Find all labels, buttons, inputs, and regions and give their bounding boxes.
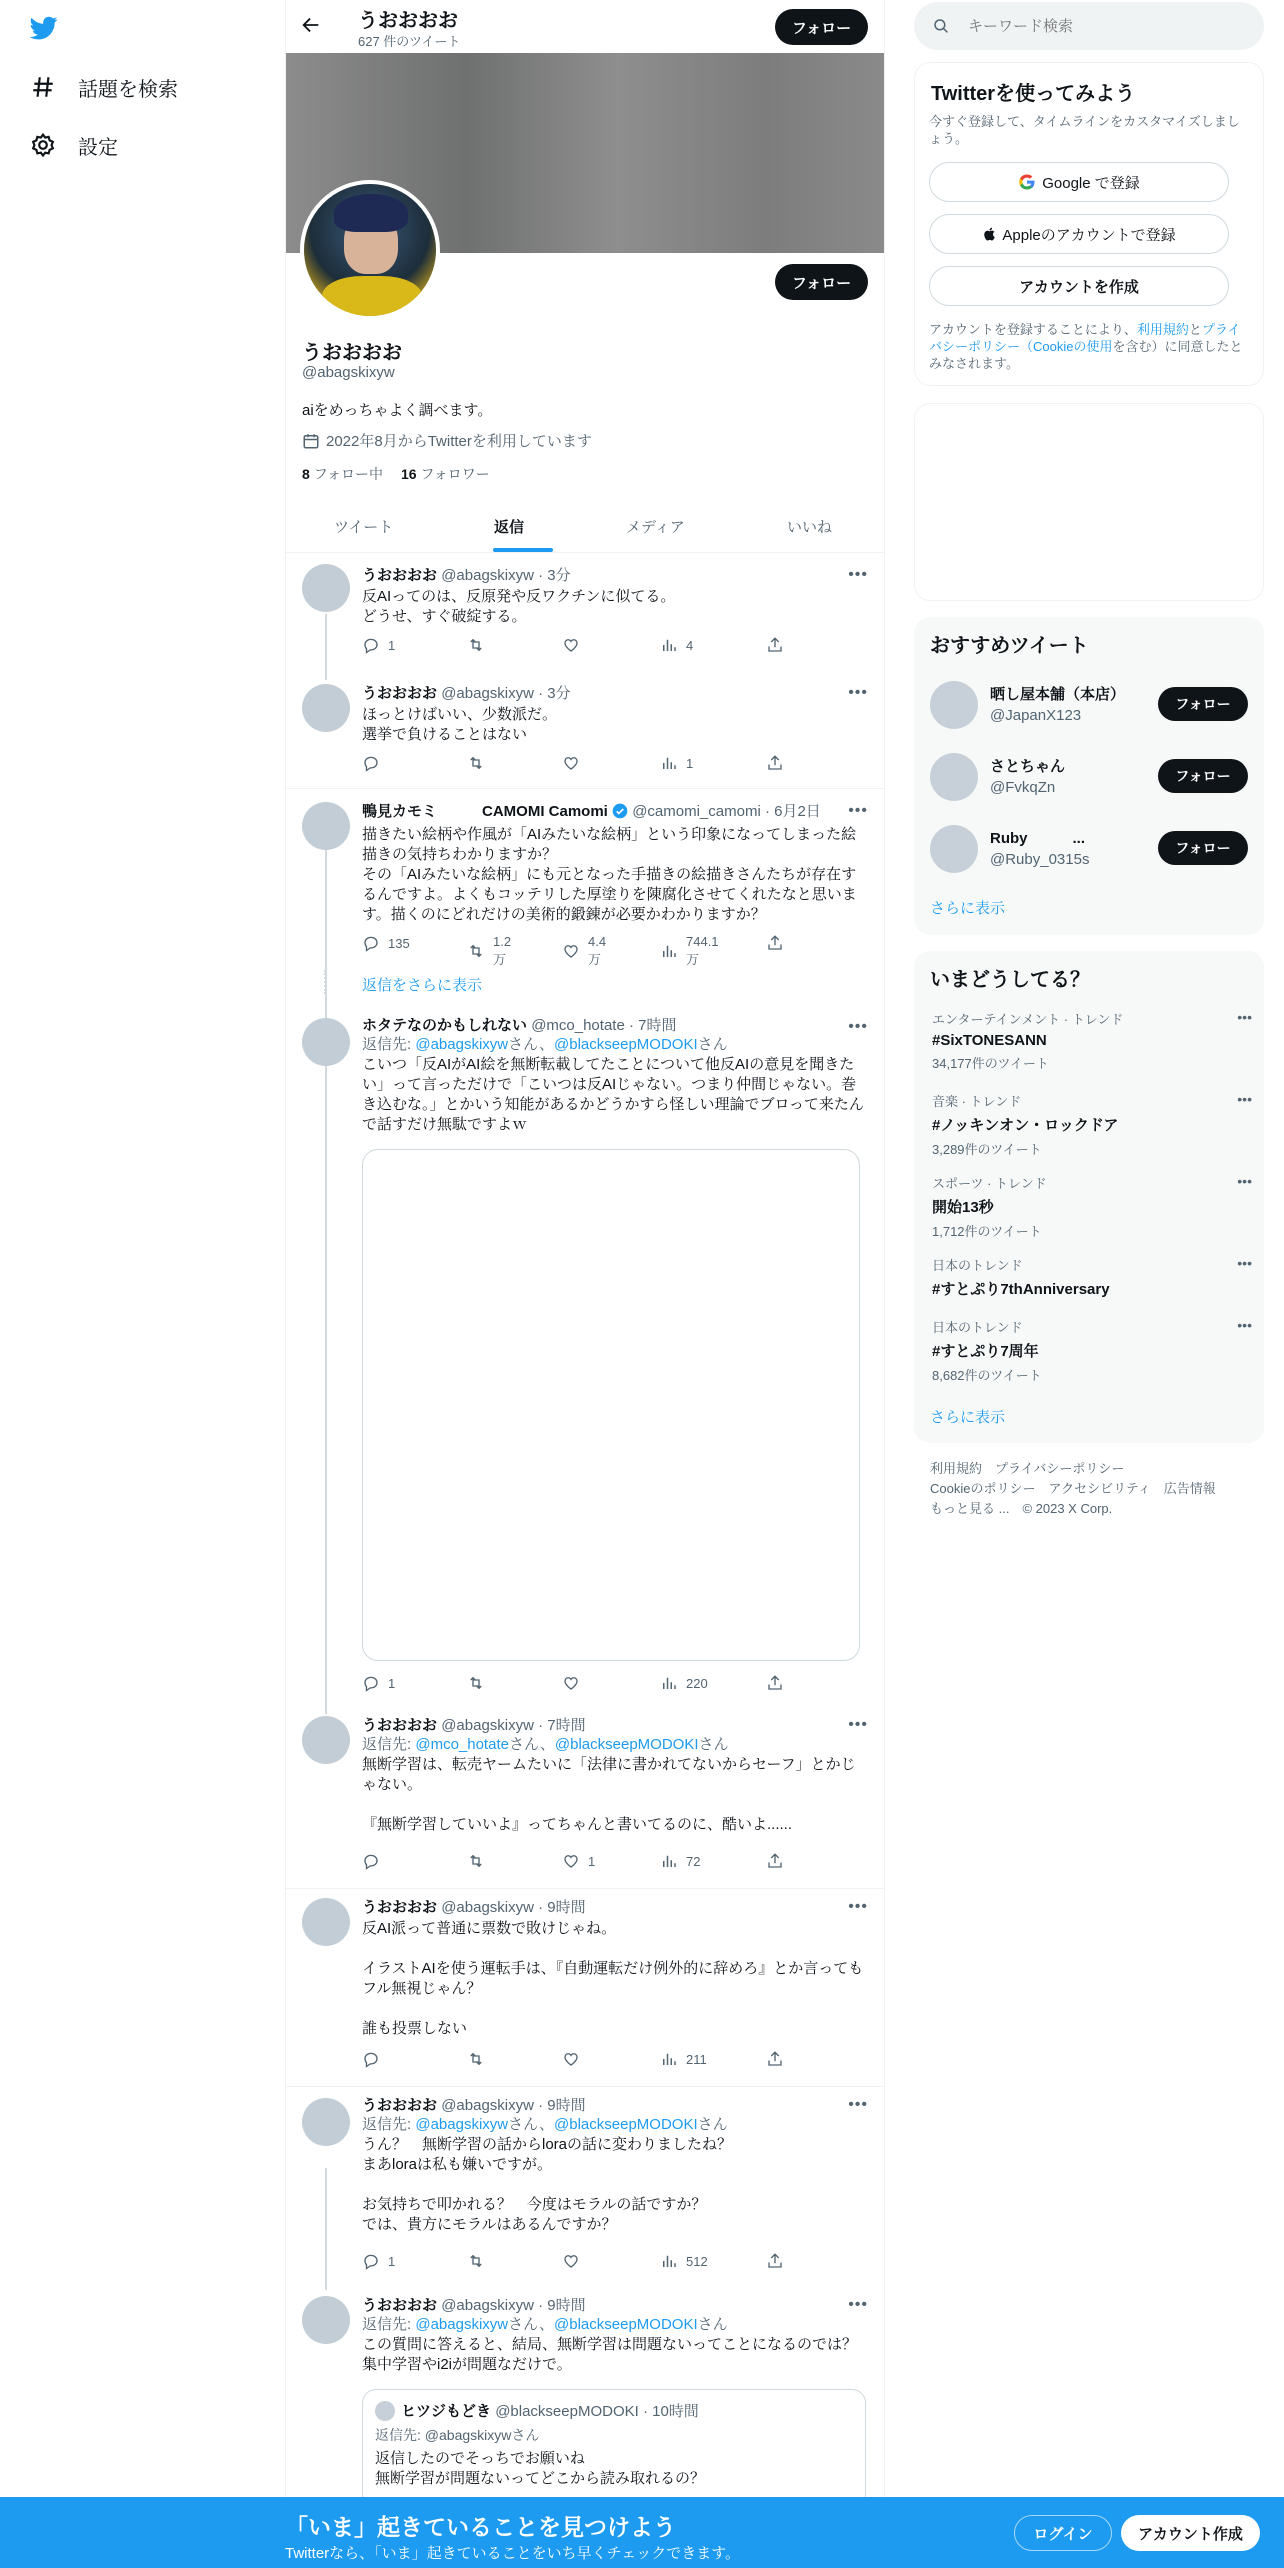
reply-count: 1 xyxy=(388,637,396,653)
views-button[interactable] xyxy=(660,2050,707,2068)
tweet-text: こいつ「反AIがAI絵を無断転載してたことについて他反AIの意見を聞きたい」って言っただけで「こいつは反AIじゃない。つまり仲間じゃない。巻き込むな。」とかいう知能があるかどうかすら怪しい理論でブロって来たんで話すだけ無駄ですよｗ xyxy=(362,1056,864,1133)
tab-likes[interactable]: いいね xyxy=(787,519,833,536)
share-icon xyxy=(766,2050,792,2068)
recommended-name[interactable]: さとちゃん xyxy=(990,758,1066,775)
search-box[interactable] xyxy=(914,2,1264,50)
retweet-button[interactable] xyxy=(467,754,493,772)
recommended-show-more[interactable]: さらに表示 xyxy=(930,900,1006,917)
views-count: 512 xyxy=(686,2253,708,2269)
mention-link[interactable]: @blackseepMODOKI xyxy=(554,2316,698,2333)
trend-count: 3,289件のツイート xyxy=(932,1142,1042,1157)
trend-category: スポーツ · トレンド xyxy=(932,1176,1047,1191)
nav-explore-label: 話題を検索 xyxy=(78,78,178,101)
tweet-author[interactable]: ホタテなのかもしれない xyxy=(362,1017,528,1034)
quoted-author: ヒツジもどき xyxy=(401,2403,492,2420)
reply-icon xyxy=(362,636,388,654)
tweet-author[interactable]: 鴨見カモミ CAMOMI Camomi xyxy=(362,803,608,820)
views-button[interactable] xyxy=(660,754,693,772)
tweet-divider xyxy=(286,1888,885,1889)
tweet-meta: @mco_hotate · 7時間 xyxy=(531,1017,677,1034)
like-button[interactable] xyxy=(562,2050,588,2068)
recommended-avatar[interactable] xyxy=(930,825,978,873)
thread-dots xyxy=(324,970,328,994)
views-button[interactable] xyxy=(660,1674,708,1692)
search-input[interactable] xyxy=(968,18,1228,35)
reply-to: 返信先: @abagskixywさん、@blackseepMODOKIさん xyxy=(362,2116,728,2133)
heart-icon xyxy=(562,2252,588,2270)
tweet-avatar[interactable] xyxy=(302,1018,350,1066)
signup-title: Twitterを使ってみよう xyxy=(931,83,1136,105)
recommended-name[interactable]: 晒し屋本舗（本店） xyxy=(990,686,1126,703)
nav-explore[interactable] xyxy=(28,72,178,102)
hashtag-icon xyxy=(28,72,58,102)
like-button[interactable] xyxy=(562,636,588,654)
retweet-icon xyxy=(467,2252,493,2270)
quoted-tweet[interactable] xyxy=(362,2389,866,2509)
trend-tag: #すとぷり7thAnniversary xyxy=(932,1281,1110,1298)
recommended-user[interactable] xyxy=(914,819,1264,879)
more-options-icon[interactable]: ••• xyxy=(848,2096,868,2113)
retweet-button[interactable] xyxy=(467,636,493,654)
profile-joined xyxy=(302,430,592,451)
mention-link[interactable]: @blackseepMODOKI xyxy=(554,2116,698,2133)
heart-icon xyxy=(562,1852,588,1870)
views-button[interactable] xyxy=(660,1852,700,1870)
verified-badge-icon xyxy=(612,803,628,823)
share-button[interactable] xyxy=(766,2050,792,2068)
views-icon xyxy=(660,1852,686,1870)
views-count: 1 xyxy=(686,755,694,771)
recommended-user[interactable] xyxy=(914,675,1264,735)
reply-icon xyxy=(362,2050,388,2068)
more-options-icon[interactable]: ••• xyxy=(848,2296,868,2313)
heart-icon xyxy=(562,1674,588,1692)
tweet-meta: @abagskixyw · 7時間 xyxy=(441,1717,586,1734)
heart-icon xyxy=(562,636,588,654)
trend-category: 日本のトレンド xyxy=(932,1320,1023,1335)
views-icon xyxy=(660,2252,686,2270)
retweet-icon xyxy=(467,636,493,654)
share-icon xyxy=(766,2252,792,2270)
recommended-follow-button[interactable]: フォロー xyxy=(1158,687,1248,721)
like-button[interactable] xyxy=(562,1674,588,1692)
tweet-avatar[interactable] xyxy=(302,2098,350,2146)
like-count: 1 xyxy=(588,1853,596,1869)
share-button[interactable] xyxy=(766,1852,792,1870)
reply-button[interactable] xyxy=(362,1852,388,1870)
views-count: 72 xyxy=(686,1853,701,1869)
more-options-icon[interactable]: ••• xyxy=(848,1018,868,1035)
views-icon xyxy=(660,2050,686,2068)
reply-button[interactable] xyxy=(362,1674,395,1692)
reply-button[interactable] xyxy=(362,2050,388,2068)
tweet-divider xyxy=(286,788,885,789)
trends-show-more[interactable]: さらに表示 xyxy=(930,1409,1006,1426)
more-options-icon[interactable]: ••• xyxy=(1237,1317,1252,1333)
share-icon xyxy=(766,636,792,654)
tweet[interactable] xyxy=(286,2288,885,2498)
reply-count: 1 xyxy=(388,1675,396,1691)
tweet-meta: @abagskixyw · 9時間 xyxy=(441,2297,586,2314)
trend-category: 音楽 · トレンド xyxy=(932,1094,1022,1109)
tweet-meta: @camomi_camomi · 6月2日 xyxy=(632,803,821,820)
trend-count: 34,177件のツイート xyxy=(932,1056,1049,1071)
retweet-button[interactable] xyxy=(467,2050,493,2068)
recommended-follow-button[interactable]: フォロー xyxy=(1158,759,1248,793)
views-button[interactable] xyxy=(660,2252,708,2270)
quoted-avatar xyxy=(375,2401,395,2421)
trend-item[interactable] xyxy=(932,1091,1252,1158)
header-follow-button[interactable]: フォロー xyxy=(775,9,868,45)
share-button[interactable] xyxy=(766,1674,792,1692)
apple-signup-button[interactable] xyxy=(929,214,1229,254)
tweet-avatar[interactable] xyxy=(302,564,350,612)
more-options-icon[interactable]: ••• xyxy=(1237,1091,1252,1107)
signup-button[interactable]: アカウント作成 xyxy=(1121,2515,1260,2551)
reply-icon xyxy=(362,1852,388,1870)
like-button[interactable] xyxy=(562,754,588,772)
tab-replies[interactable]: 返信 xyxy=(494,519,525,536)
left-navigation xyxy=(0,0,284,2568)
trend-count: 1,712件のツイート xyxy=(932,1224,1042,1239)
twitter-logo-icon[interactable] xyxy=(28,14,60,42)
heart-icon xyxy=(562,942,588,960)
reply-button[interactable] xyxy=(362,934,410,952)
views-icon xyxy=(660,636,686,654)
recommended-handle: @FvkqZn xyxy=(990,779,1056,796)
reply-icon xyxy=(362,1674,388,1692)
show-more-replies-link[interactable]: 返信をさらに表示 xyxy=(362,977,483,994)
quoted-meta: @blackseepMODOKI · 10時間 xyxy=(495,2403,699,2420)
more-options-icon[interactable]: ••• xyxy=(848,566,868,583)
tweet-avatar[interactable] xyxy=(302,802,350,850)
tweet-avatar[interactable] xyxy=(302,1716,350,1764)
profile-header xyxy=(286,0,885,53)
recommended-tweets-panel xyxy=(914,617,1264,935)
views-count: 4 xyxy=(686,637,694,653)
views-icon xyxy=(660,1674,686,1692)
like-button[interactable] xyxy=(562,934,606,968)
sidebar-footer xyxy=(930,1459,1216,1519)
reply-count: 135 xyxy=(388,935,410,951)
tweet-meta: @abagskixyw · 3分 xyxy=(441,567,571,584)
mention-link[interactable]: @abagskixyw xyxy=(415,1036,509,1053)
followers-link[interactable]: 16 フォロワー xyxy=(401,466,490,482)
profile-tabs xyxy=(286,500,885,553)
recommended-handle: @Ruby_0315s xyxy=(990,851,1090,868)
views-count: 220 xyxy=(686,1675,708,1691)
share-button[interactable] xyxy=(766,636,792,654)
views-count: 211 xyxy=(686,2051,707,2067)
heart-icon xyxy=(562,2050,588,2068)
profile-timeline xyxy=(285,0,885,2568)
profile-follow-button[interactable]: フォロー xyxy=(775,264,868,300)
tweet-meta: @abagskixyw · 9時間 xyxy=(441,1899,586,1916)
views-button[interactable] xyxy=(660,636,693,654)
heart-icon xyxy=(562,754,588,772)
trend-category: エンターテインメント · トレンド xyxy=(932,1012,1124,1027)
tab-media[interactable]: メディア xyxy=(626,519,685,536)
mention-link[interactable]: @abagskixyw xyxy=(415,2316,509,2333)
create-account-button[interactable]: アカウントを作成 xyxy=(929,266,1229,306)
tweet-author[interactable]: うおおおお xyxy=(362,567,438,584)
tweet-avatar[interactable] xyxy=(302,1898,350,1946)
recommended-follow-button[interactable]: フォロー xyxy=(1158,831,1248,865)
footer-links-1[interactable]: 利用規約 プライバシーポリシー xyxy=(930,1461,1125,1476)
retweet-icon xyxy=(467,1852,493,1870)
search-icon xyxy=(932,17,950,35)
share-icon xyxy=(766,754,792,772)
more-options-icon[interactable]: ••• xyxy=(848,684,868,701)
tweet-text: この質問に答えると、結局、無断学習は問題ないってことになるのでは？ 集中学習やi2iが問題なだけで。 xyxy=(362,2336,858,2373)
signup-terms: アカウントを登録することにより、利用規約とプライバシーポリシー（Cookieの使用を含む）に同意したとみなされます。 xyxy=(929,322,1243,371)
tweet-text: うん？ 無断学習の話からloraの話に変わりましたね？ まあloraは私も嫌いですが。 お気持ちで叩かれる？ 今度はモラルの話ですか？ では、貴方にモラルはあるんですか？ xyxy=(362,2136,733,2233)
retweet-button[interactable] xyxy=(467,1674,493,1692)
back-arrow-icon[interactable] xyxy=(300,14,324,38)
tweet-meta: @abagskixyw · 3分 xyxy=(441,685,571,702)
profile-avatar[interactable] xyxy=(300,180,440,320)
follow-stats xyxy=(302,464,490,484)
google-icon xyxy=(1018,173,1036,191)
tweet-author[interactable]: うおおおお xyxy=(362,1717,438,1734)
mention-link[interactable]: @blackseepMODOKI xyxy=(554,1736,699,1753)
more-options-icon[interactable]: ••• xyxy=(848,1898,868,1915)
gear-icon xyxy=(28,130,58,160)
retweet-icon xyxy=(467,754,493,772)
trends-panel xyxy=(914,951,1264,1443)
tab-tweets[interactable]: ツイート xyxy=(334,519,394,536)
like-button[interactable] xyxy=(562,2252,588,2270)
reply-button[interactable] xyxy=(362,754,388,772)
reply-icon xyxy=(362,2252,388,2270)
following-link[interactable]: 8 フォロー中 xyxy=(302,466,383,482)
like-button[interactable] xyxy=(562,1852,595,1870)
retweet-button[interactable] xyxy=(467,934,511,968)
header-name: うおおおお xyxy=(358,10,458,32)
calendar-icon xyxy=(302,432,320,450)
recommended-handle: @JapanX123 xyxy=(990,707,1082,724)
tweet-avatar[interactable] xyxy=(302,684,350,732)
login-button[interactable]: ログイン xyxy=(1014,2515,1112,2551)
tab-active-indicator xyxy=(493,548,553,552)
tweet-divider xyxy=(286,2086,885,2087)
apple-signup-label: Appleのアカウントで登録 xyxy=(1002,226,1176,244)
tweet-text: ほっとけばいい、少数派だ。 選挙で負けることはない xyxy=(362,706,558,743)
share-icon xyxy=(766,934,792,952)
retweet-icon xyxy=(467,1674,493,1692)
tweet-author[interactable]: うおおおお xyxy=(362,685,438,702)
tweet-text: 描きたい絵柄や作風が「AIみたいな絵柄」という印象になってしまった絵描きの気持ちわかりますか？ その「AIみたいな絵柄」にも元となった手描きの絵描きさんたちが存在するんですよ。よくもコッテリした厚塗りを陳腐化させてくれたなと思います。描くのにどれだけの美術的鍛錬が必要かわかりますか？ xyxy=(362,826,857,923)
trend-tag: 開始13秒 xyxy=(932,1199,994,1216)
nav-settings-label: 設定 xyxy=(78,136,118,159)
google-signup-label: Google で登録 xyxy=(1042,174,1140,192)
recommended-avatar[interactable] xyxy=(930,753,978,801)
terms-link[interactable]: 利用規約 xyxy=(1136,322,1189,337)
google-signup-button[interactable] xyxy=(929,162,1229,202)
trend-count: 8,682件のツイート xyxy=(932,1368,1042,1383)
bottom-title: 「いま」起きていることを見つけよう xyxy=(285,2514,676,2540)
footer-links-3[interactable]: もっと見る ... © 2023 X Corp. xyxy=(930,1501,1113,1516)
tweet-author[interactable]: うおおおお xyxy=(362,2297,438,2314)
tweet-text: 反AI派って普通に票数で敗けじゃね。 イラストAIを使う運転手は、『自動運転だけ例外的に辞めろ』とか言ってもフル無視じゃん？ 誰も投票しない xyxy=(362,1920,864,2037)
signup-panel xyxy=(914,62,1264,386)
mention-link[interactable]: @blackseepMODOKI xyxy=(554,1036,698,1053)
more-options-icon[interactable]: ••• xyxy=(848,802,868,819)
reply-icon xyxy=(362,934,388,952)
tweet-text: 無断学習は、転売ヤームたいに「法律に書かれてないからセーフ」とかじゃない。 『無断学習していいよ』ってちゃんと書いてるのに、酷いよ...... xyxy=(362,1756,856,1833)
recommended-title: おすすめツイート xyxy=(930,635,1089,657)
nav-settings[interactable] xyxy=(28,130,118,160)
trends-title: いまどうしてる？ xyxy=(930,969,1090,991)
quoted-reply-to: 返信先: @abagskixywさん xyxy=(375,2427,540,2443)
share-button[interactable] xyxy=(766,934,792,952)
share-button[interactable] xyxy=(766,754,792,772)
retweet-button[interactable] xyxy=(467,1852,493,1870)
footer-links-2[interactable]: Cookieのポリシー アクセシビリティ 広告情報 xyxy=(930,1481,1216,1496)
recommended-name[interactable]: Ruby ... xyxy=(990,830,1086,847)
share-icon xyxy=(766,1674,792,1692)
views-count: 744.1万 xyxy=(686,934,719,967)
bottom-signup-bar xyxy=(0,2497,1284,2568)
views-icon xyxy=(660,942,686,960)
trend-item[interactable] xyxy=(932,1255,1252,1299)
recommended-user[interactable] xyxy=(914,747,1264,807)
trend-item[interactable] xyxy=(932,1173,1252,1240)
retweet-count: 1.2万 xyxy=(493,934,512,967)
views-button[interactable] xyxy=(660,934,719,968)
recommended-avatar[interactable] xyxy=(930,681,978,729)
joined-text: 2022年8月からTwitterを利用しています xyxy=(326,433,592,450)
trend-item[interactable] xyxy=(932,1009,1252,1072)
reply-icon xyxy=(362,754,388,772)
reply-button[interactable] xyxy=(362,636,395,654)
apple-icon xyxy=(982,225,998,243)
more-options-icon[interactable]: ••• xyxy=(1237,1255,1252,1271)
reply-to: 返信先: @abagskixywさん、@blackseepMODOKIさん xyxy=(362,2316,728,2333)
share-button[interactable] xyxy=(766,2252,792,2270)
profile-handle: @abagskixyw xyxy=(302,364,395,381)
tweet-avatar[interactable] xyxy=(302,2296,350,2344)
reply-count: 1 xyxy=(388,2253,396,2269)
trend-tag: #ノッキンオン・ロックドア xyxy=(932,1117,1119,1134)
more-options-icon[interactable]: ••• xyxy=(1237,1009,1252,1025)
like-count: 4.4万 xyxy=(588,934,607,967)
reply-to: 返信先: @mco_hotateさん、@blackseepMODOKIさん xyxy=(362,1736,729,1753)
trend-tag: #すとぷり7周年 xyxy=(932,1343,1039,1360)
tweet-media[interactable] xyxy=(362,1149,860,1661)
retweet-button[interactable] xyxy=(467,2252,493,2270)
quoted-text: 返信したのでそっちでお願いね 無断学習が問題ないってどこから読み取れるの？ xyxy=(375,2450,706,2487)
tweet-text: 反AIってのは、反原発や反ワクチンに似てる。 どうせ、すぐ破綻する。 xyxy=(362,588,676,625)
trend-category: 日本のトレンド xyxy=(932,1258,1023,1273)
trend-item[interactable] xyxy=(932,1317,1252,1384)
more-options-icon[interactable]: ••• xyxy=(848,1716,868,1733)
reply-button[interactable] xyxy=(362,2252,395,2270)
mention-link[interactable]: @mco_hotate xyxy=(415,1736,509,1753)
views-icon xyxy=(660,754,686,772)
signup-subtitle: 今すぐ登録して、タイムラインをカスタマイズしましょう。 xyxy=(929,114,1240,146)
empty-panel xyxy=(914,403,1264,601)
tweet-author[interactable]: うおおおお xyxy=(362,1899,438,1916)
privacy-link[interactable]: プライバシーポリシー（Cookieの使用 xyxy=(929,322,1241,354)
retweet-icon xyxy=(467,2050,493,2068)
tweet[interactable] xyxy=(286,1006,885,1656)
more-options-icon[interactable]: ••• xyxy=(1237,1173,1252,1189)
retweet-icon xyxy=(467,942,493,960)
header-tweet-count: 627 件のツイート xyxy=(358,34,461,49)
tweet-meta: @abagskixyw · 9時間 xyxy=(441,2097,586,2114)
reply-to: 返信先: @abagskixywさん、@blackseepMODOKIさん xyxy=(362,1036,728,1053)
bottom-subtitle: Twitterなら、「いま」起きていることをいち早くチェックできます。 xyxy=(285,2545,741,2562)
trend-tag: #SixTONESANN xyxy=(932,1032,1047,1049)
share-icon xyxy=(766,1852,792,1870)
mention-link[interactable]: @abagskixyw xyxy=(415,2116,509,2133)
profile-bio: aiをめっちゃよく調べます。 xyxy=(302,402,493,419)
tweet-author[interactable]: うおおおお xyxy=(362,2097,438,2114)
profile-name: うおおおお xyxy=(302,342,402,364)
